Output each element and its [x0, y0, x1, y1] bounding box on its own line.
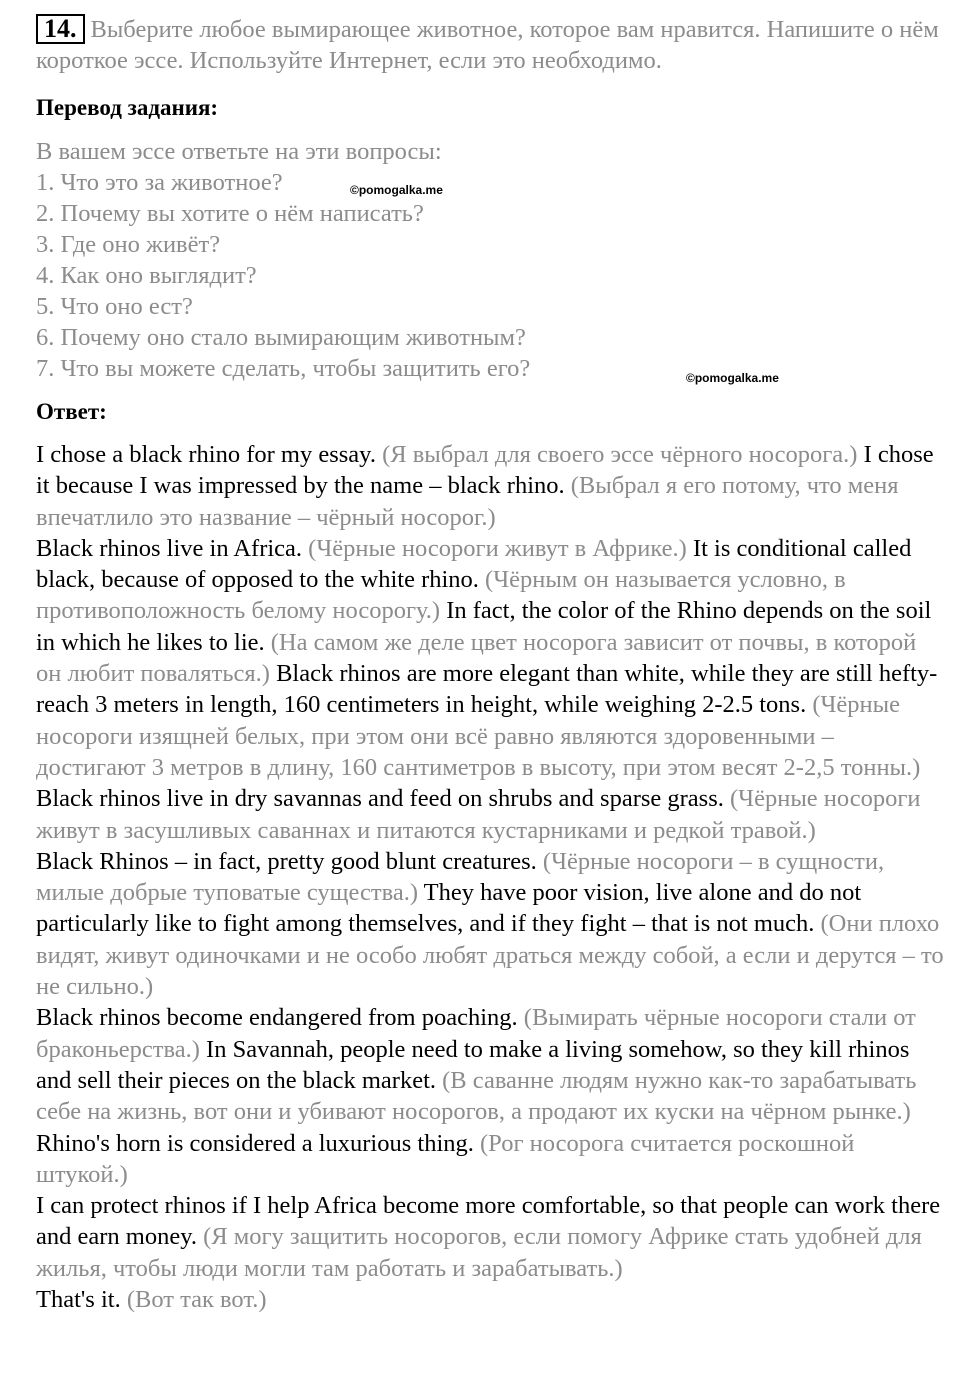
english-sentence: Black rhinos become endangered from poaching. [36, 1004, 524, 1032]
russian-translation: (На самом же деле цвет носорога зависит от почвы, в которой он любит поваляться.) [36, 628, 917, 688]
questions-list [36, 136, 530, 384]
russian-translation: (В саванне людям нужно как-то зарабатывать себе на жизнь, вот они и убивают носорогов, а продают их куски на чёрном рынке.) [36, 1066, 917, 1126]
question-item: 2. Почему вы хотите о нём написать? [36, 200, 424, 227]
english-sentence: It is conditional called black, because of opposed to the white rhino. [36, 534, 912, 594]
answer-paragraph [36, 1002, 946, 1190]
task-statement [36, 14, 946, 76]
english-sentence: They have poor vision, live alone and do not particularly like to fight among themselves, and if they fight – that is not much. [36, 879, 862, 938]
russian-translation: (Чёрным он называется условно, в противоположность белому носорогу.) [36, 566, 846, 625]
question-item: 4. Как оно выглядит? [36, 262, 257, 289]
task-number: 14. [36, 14, 85, 44]
english-sentence: In Savannah, people need to make a living somehow, so they kill rhinos and sell their pieces on the black market. [36, 1035, 910, 1094]
answer-heading: Ответ: [36, 399, 107, 424]
answer-paragraph [36, 1284, 946, 1315]
russian-translation: (Вот так вот.) [126, 1286, 267, 1314]
english-sentence: I chose it because I was impressed by the name – black rhino. [36, 441, 934, 500]
task-text: Выберите любое вымирающее животное, которое вам нравится. Напишите о нём короткое эссе. Используйте Интернет, если это необходимо. [36, 16, 939, 74]
russian-translation: (Чёрные носороги живут в Африке.) [308, 534, 693, 562]
english-sentence: In fact, the color of the Rhino depends on the soil in which he likes to lie. [36, 597, 932, 656]
english-sentence: Black rhinos live in dry savannas and feed on shrubs and sparse grass. [36, 785, 731, 813]
russian-translation: (Чёрные носороги изящней белых, при этом они всё равно являются здоровенными – достигают 3 метров в длину, 160 сантиметров в высоту, при этом весят 2-2,5 тонны.) [36, 691, 921, 781]
english-sentence: Black Rhinos – in fact, pretty good blunt creatures. [36, 847, 543, 875]
english-sentence: Black rhinos live in Africa. [36, 534, 309, 562]
answer-paragraph [36, 533, 946, 846]
english-sentence: Black rhinos are more elegant than white, while they are still hefty-reach 3 meters in length, 160 centimeters in height, while weighing 2-2.5 tons. [36, 660, 938, 719]
question-item: 3. Где оно живёт? [36, 231, 221, 258]
russian-translation: (Они плохо видят, живут одиночками и не особо любят драться между собой, а если и дерутся – то не сильно.) [36, 910, 944, 1001]
question-item: 7. Что вы можете сделать, чтобы защитить его? [36, 355, 531, 382]
english-sentence: I chose a black rhino for my essay. [36, 441, 383, 468]
russian-translation: (Выбрал я его потому, что меня впечатлило это название – чёрный носорог.) [36, 472, 899, 531]
watermark: ©pomogalka.me [686, 371, 779, 385]
questions-intro: В вашем эссе ответьте на эти вопросы: [36, 138, 442, 165]
question-item: 6. Почему оно стало вымирающим животным? [36, 324, 526, 351]
russian-translation: (Я выбрал для своего эссе чёрного носорога.) [382, 441, 864, 468]
watermark: ©pomogalka.me [350, 183, 443, 197]
english-sentence: I can protect rhinos if I help Africa become more comfortable, so that people can work there and earn money. [36, 1192, 941, 1251]
translation-heading: Перевод задания: [36, 95, 219, 120]
question-item: 5. Что оно ест? [36, 293, 193, 320]
answer-body [36, 439, 946, 1315]
russian-translation: (Чёрные носороги живут в засушливых саваннах и питаются кустарниками и редкой травой.) [36, 785, 921, 844]
english-sentence: That's it. [36, 1286, 127, 1314]
russian-translation: (Я могу защитить носорогов, если помогу Африке стать удобней для жилья, чтобы люди могли там работать и зарабатывать.) [36, 1223, 922, 1282]
answer-paragraph [36, 1190, 946, 1284]
english-sentence: Rhino's horn is considered a luxurious thing. [36, 1129, 481, 1157]
question-item: 1. Что это за животное? [36, 169, 283, 196]
answer-paragraph [36, 439, 946, 533]
russian-translation: (Вымирать чёрные носороги стали от браконьерства.) [36, 1004, 916, 1063]
russian-translation: (Чёрные носороги – в сущности, милые добрые туповатые существа.) [36, 847, 885, 907]
answer-paragraph [36, 846, 946, 1002]
russian-translation: (Рог носорога считается роскошной штукой.) [36, 1129, 855, 1188]
